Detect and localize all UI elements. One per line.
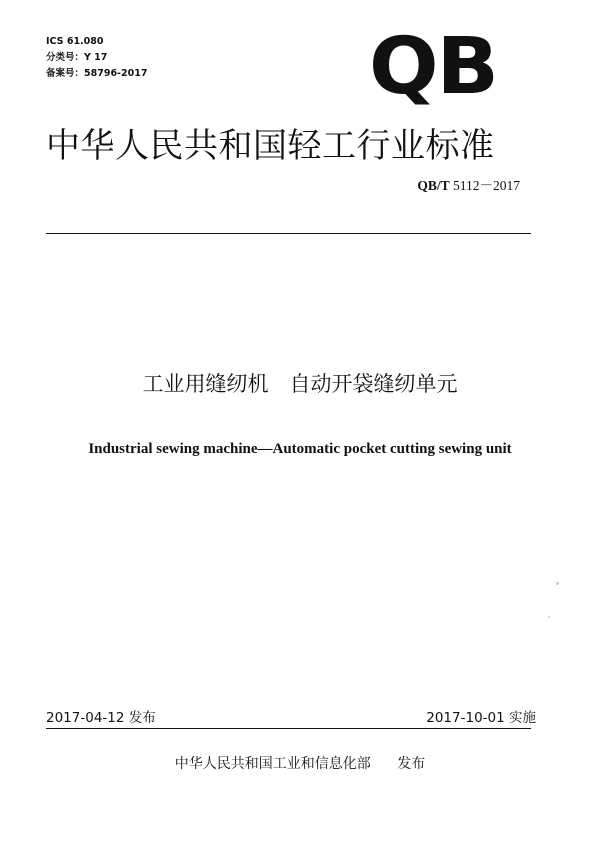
document-title-chinese: 工业用缝纫机 自动开袋缝纫单元 (142, 372, 458, 396)
ics-code: ICS 61.080 (46, 36, 104, 47)
standard-code (417, 174, 520, 194)
qb-logo: QB (369, 22, 498, 112)
top-divider (46, 233, 531, 234)
issuer-line (0, 753, 600, 773)
classification-block (46, 34, 147, 82)
issue-date: 2017-04-12 发布 (46, 710, 156, 726)
standard-title: 中华人民共和国轻工行业标准 (46, 126, 495, 166)
record-number: 备案号：58796-2017 (46, 68, 148, 79)
category-code: 分类号：Y 17 (46, 52, 108, 63)
issuer-name: 中华人民共和国工业和信息化部 (174, 756, 371, 772)
issuer-verb: 发布 (397, 756, 426, 772)
standard-code-prefix: QB/T (417, 178, 450, 193)
effective-date: 2017-10-01 实施 (426, 710, 536, 726)
document-title-english: Industrial sewing machine—Automatic pocket cutting sewing unit (88, 441, 512, 457)
bottom-divider (46, 728, 531, 729)
standard-code-number: 5112－2017 (453, 178, 520, 193)
